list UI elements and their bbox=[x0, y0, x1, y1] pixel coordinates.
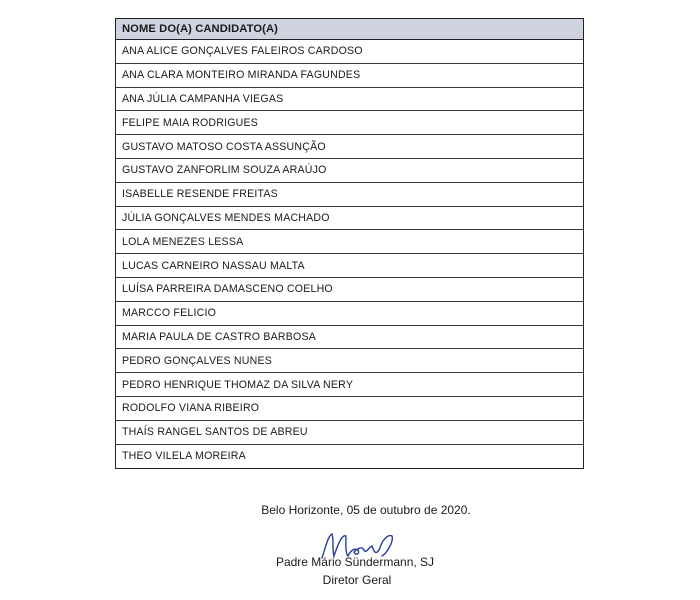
table-row: THEO VILELA MOREIRA bbox=[122, 450, 246, 463]
table-row: ISABELLE RESENDE FREITAS bbox=[116, 183, 583, 207]
table-row: PEDRO HENRIQUE THOMAZ DA SILVA NERY bbox=[116, 373, 583, 397]
table-row: LOLA MENEZES LESSA bbox=[116, 230, 583, 254]
table-header: NOME DO(A) CANDIDATO(A) bbox=[116, 19, 583, 40]
table-row: LUÍSA PARREIRA DAMASCENO COELHO bbox=[116, 278, 583, 302]
table-row: GUSTAVO ZANFORLIM SOUZA ARAÚJO bbox=[116, 159, 583, 183]
table-row: ANA CLARA MONTEIRO MIRANDA FAGUNDES bbox=[116, 64, 583, 88]
table-row: FELIPE MAIA RODRIGUES bbox=[116, 111, 583, 135]
table-row: PEDRO GONÇALVES NUNES bbox=[116, 349, 583, 373]
table-row: GUSTAVO MATOSO COSTA ASSUNÇÃO bbox=[116, 135, 583, 159]
table-row: THAÍS RANGEL SANTOS DE ABREU bbox=[116, 421, 583, 445]
table-row: LUCAS CARNEIRO NASSAU MALTA bbox=[116, 254, 583, 278]
table-row: ANA JÚLIA CAMPANHA VIEGAS bbox=[116, 88, 583, 112]
place-date: Belo Horizonte, 05 de outubro de 2020. bbox=[261, 503, 471, 517]
signer-name: Padre Mário Sündermann, SJ bbox=[275, 555, 435, 569]
table-row: RODOLFO VIANA RIBEIRO bbox=[116, 397, 583, 421]
candidates-table bbox=[115, 18, 584, 469]
table-row: ANA ALICE GONÇALVES FALEIROS CARDOSO bbox=[116, 40, 583, 64]
table-row: MARIA PAULA DE CASTRO BARBOSA bbox=[116, 326, 583, 350]
signer-title: Diretor Geral bbox=[322, 573, 392, 587]
table-body bbox=[116, 40, 583, 468]
table-row: MARCCO FELICIO bbox=[116, 302, 583, 326]
table-row: JÚLIA GONÇALVES MENDES MACHADO bbox=[116, 207, 583, 231]
